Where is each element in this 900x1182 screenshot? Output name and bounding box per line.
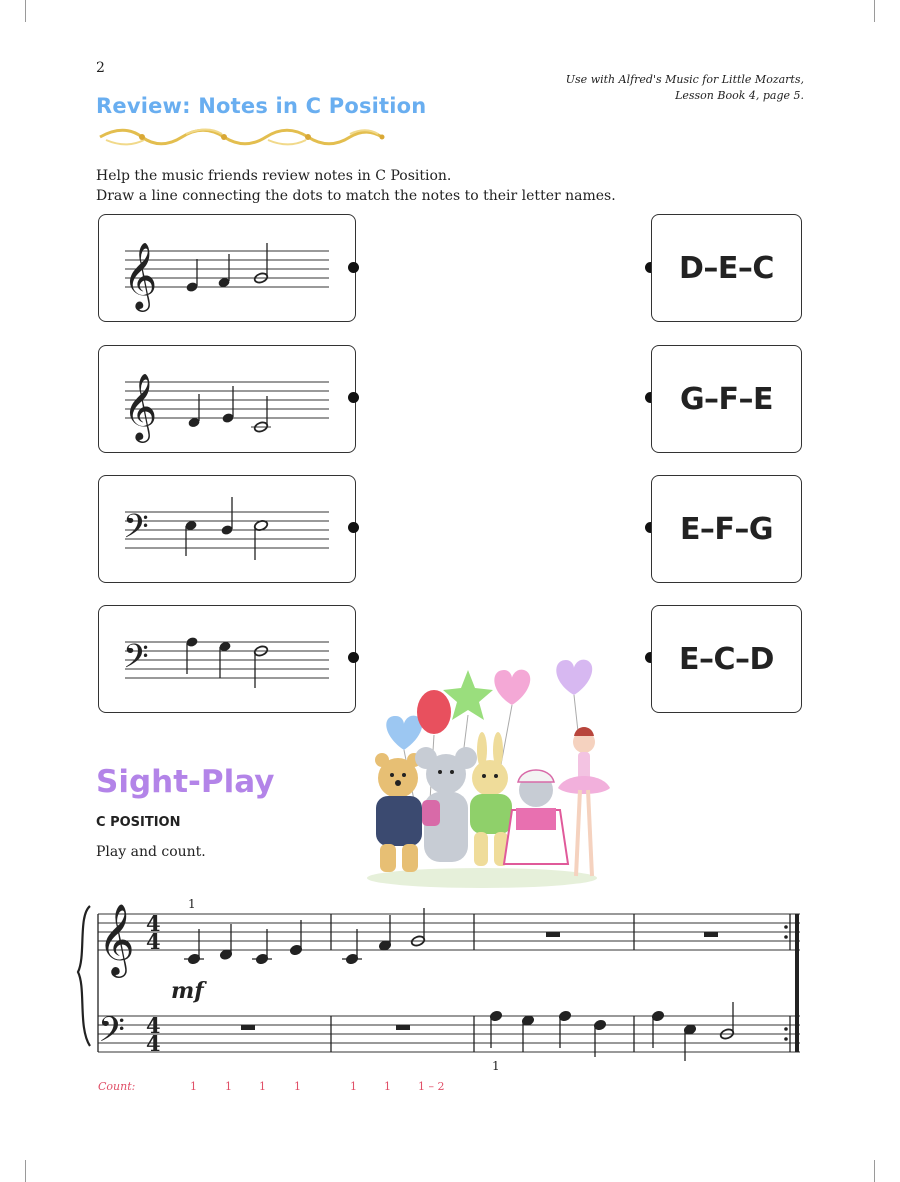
book-reference: Use with Alfred's Music for Little Mozarts, Lesson Book 4, page 5. (565, 73, 804, 102)
review-title: Review: Notes in C Position (96, 94, 427, 118)
whole-rest (546, 932, 560, 937)
count-beat: 1 (350, 1080, 357, 1093)
note-box-4 (98, 605, 356, 713)
staff-treble-dec (99, 346, 355, 452)
crop-mark (874, 0, 875, 22)
rh-measure-1 (184, 920, 303, 965)
gold-flourish (96, 126, 386, 148)
staff-bass-ecd (99, 476, 355, 582)
note-box-3 (98, 475, 356, 583)
crop-mark (25, 0, 26, 22)
heart-balloon-blue (386, 716, 422, 750)
letter-box-4: E–C–D (651, 605, 802, 713)
c-position-label: C POSITION (96, 815, 181, 830)
connect-dot-left[interactable] (348, 392, 359, 403)
music-friends-illustration (352, 650, 612, 890)
whole-rest (396, 1025, 410, 1030)
count-beat: 1 (225, 1080, 232, 1093)
finger-number-lh: 1 (492, 1059, 500, 1071)
page-number: 2 (96, 60, 105, 76)
bass-clef-icon: 𝄢 (123, 508, 149, 554)
treble-clef-icon: 𝄞 (98, 902, 135, 975)
brace (78, 906, 90, 1046)
connect-dot-left[interactable] (348, 262, 359, 273)
bass-clef-icon: 𝄢 (123, 638, 149, 684)
staff-treble-efg (99, 215, 355, 321)
time-signature (146, 911, 161, 1056)
note-box-2 (98, 345, 356, 453)
svg-text:4: 4 (146, 1013, 161, 1038)
svg-text:4: 4 (146, 929, 161, 954)
letter-box-3: E–F–G (651, 475, 802, 583)
note-box-1 (98, 214, 356, 322)
treble-clef-icon: 𝄞 (123, 241, 158, 309)
svg-text:4: 4 (146, 1031, 161, 1056)
count-beat: 1 (294, 1080, 301, 1093)
count-label: Count: (98, 1080, 136, 1093)
treble-clef-icon: 𝄞 (123, 372, 158, 440)
letter-box-1: D–E–C (651, 214, 802, 322)
dynamic-mf: mf (171, 978, 204, 1004)
crop-mark (25, 1160, 26, 1182)
finger-number-rh: 1 (188, 897, 196, 911)
bass-clef-icon: 𝄢 (98, 1009, 126, 1058)
staff-bass-gfe (99, 606, 355, 712)
count-beat: 1 – 2 (418, 1080, 445, 1093)
review-instructions: Help the music friends review notes in C Position. Draw a line connecting the dots to match the notes to their letter names. (96, 168, 616, 204)
letter-box-2: G–F–E (651, 345, 802, 453)
sight-play-title: Sight-Play (96, 764, 275, 800)
crop-mark (874, 1160, 875, 1182)
heart-balloon-pink (494, 670, 530, 705)
connect-dot-left[interactable] (348, 522, 359, 533)
whole-rest (241, 1025, 255, 1030)
balloon-red (417, 690, 451, 734)
count-beat: 1 (190, 1080, 197, 1093)
whole-rest (704, 932, 718, 937)
count-beat: 1 (384, 1080, 391, 1093)
svg-text:4: 4 (146, 911, 161, 936)
grand-staff-score (76, 886, 806, 1071)
count-beat: 1 (259, 1080, 266, 1093)
sight-play-instruction: Play and count. (96, 844, 206, 860)
heart-balloon-lavender (556, 660, 592, 695)
rh-measure-2 (342, 908, 426, 965)
